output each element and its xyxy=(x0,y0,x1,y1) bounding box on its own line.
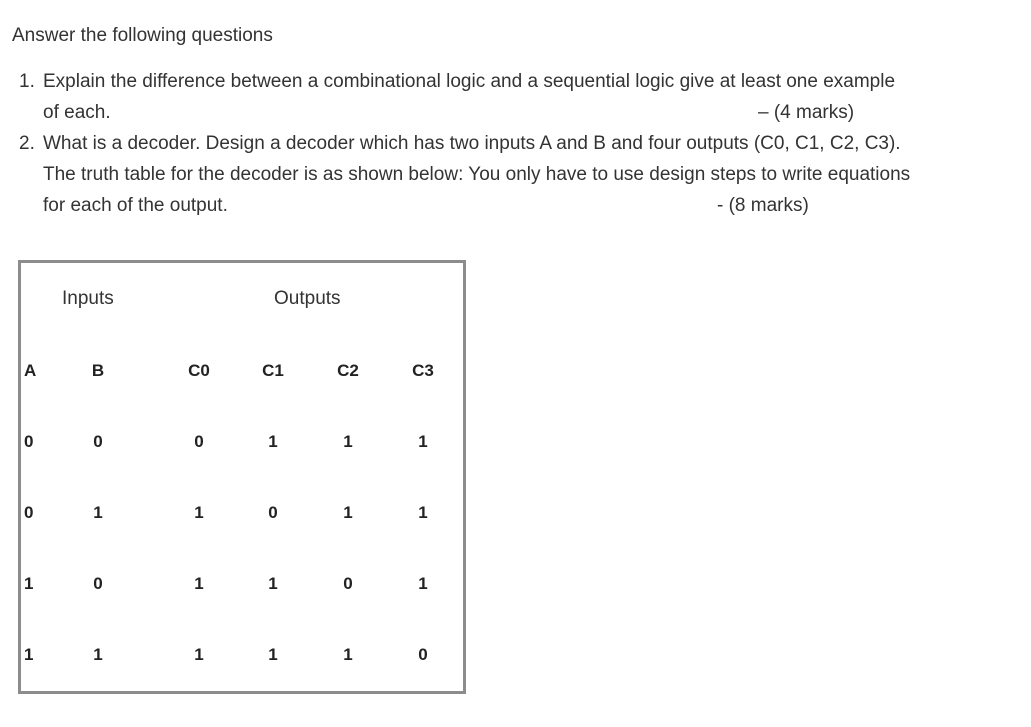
question-2-marks: - (8 marks) xyxy=(717,195,809,216)
table-cell: 0 xyxy=(343,574,353,593)
column-header-c1: C1 xyxy=(262,361,284,380)
outputs-group-header: Outputs xyxy=(274,288,341,309)
inputs-group-header: Inputs xyxy=(62,288,114,309)
column-header-c3: C3 xyxy=(412,361,434,380)
table-cell: 1 xyxy=(194,503,204,522)
column-header-c2: C2 xyxy=(337,361,359,380)
table-cell: 1 xyxy=(343,645,353,664)
question-2-number: 2. xyxy=(19,133,35,154)
question-1-marks: – (4 marks) xyxy=(758,102,855,123)
table-cell: 0 xyxy=(194,432,204,451)
table-cell: 0 xyxy=(93,574,103,593)
table-cell: 1 xyxy=(194,574,204,593)
question-2-line-2: The truth table for the decoder is as shown below: You only have to use design steps to write equations xyxy=(43,164,911,185)
question-2-line-1: What is a decoder. Design a decoder which has two inputs A and B and four outputs (C0, C1, C2, C3). xyxy=(43,133,901,154)
table-cell: 1 xyxy=(268,574,278,593)
question-1-line-2: of each. xyxy=(43,102,111,123)
instructions-heading: Answer the following questions xyxy=(12,25,273,46)
table-cell: 1 xyxy=(418,574,428,593)
table-cell: 1 xyxy=(343,503,353,522)
table-cell: 0 xyxy=(418,645,428,664)
column-header-b: B xyxy=(91,361,105,380)
table-cell: 0 xyxy=(24,503,34,522)
table-cell: 1 xyxy=(268,645,278,664)
table-cell: 1 xyxy=(343,432,353,451)
table-cell: 0 xyxy=(268,503,278,522)
table-cell: 1 xyxy=(93,503,103,522)
table-cell: 1 xyxy=(418,432,428,451)
truth-table xyxy=(18,260,466,694)
table-cell: 1 xyxy=(194,645,204,664)
table-cell: 1 xyxy=(268,432,278,451)
table-cell: 1 xyxy=(93,645,103,664)
table-cell: 1 xyxy=(24,645,34,664)
table-cell: 1 xyxy=(24,574,34,593)
column-header-c0: C0 xyxy=(188,361,210,380)
table-cell: 0 xyxy=(93,432,103,451)
table-cell: 0 xyxy=(24,432,34,451)
question-1-line-1: Explain the difference between a combinational logic and a sequential logic give at least one example xyxy=(43,71,896,92)
question-1-number: 1. xyxy=(19,71,35,92)
table-cell: 1 xyxy=(418,503,428,522)
question-2-line-3: for each of the output. xyxy=(43,195,228,216)
column-header-a: A xyxy=(24,361,37,380)
